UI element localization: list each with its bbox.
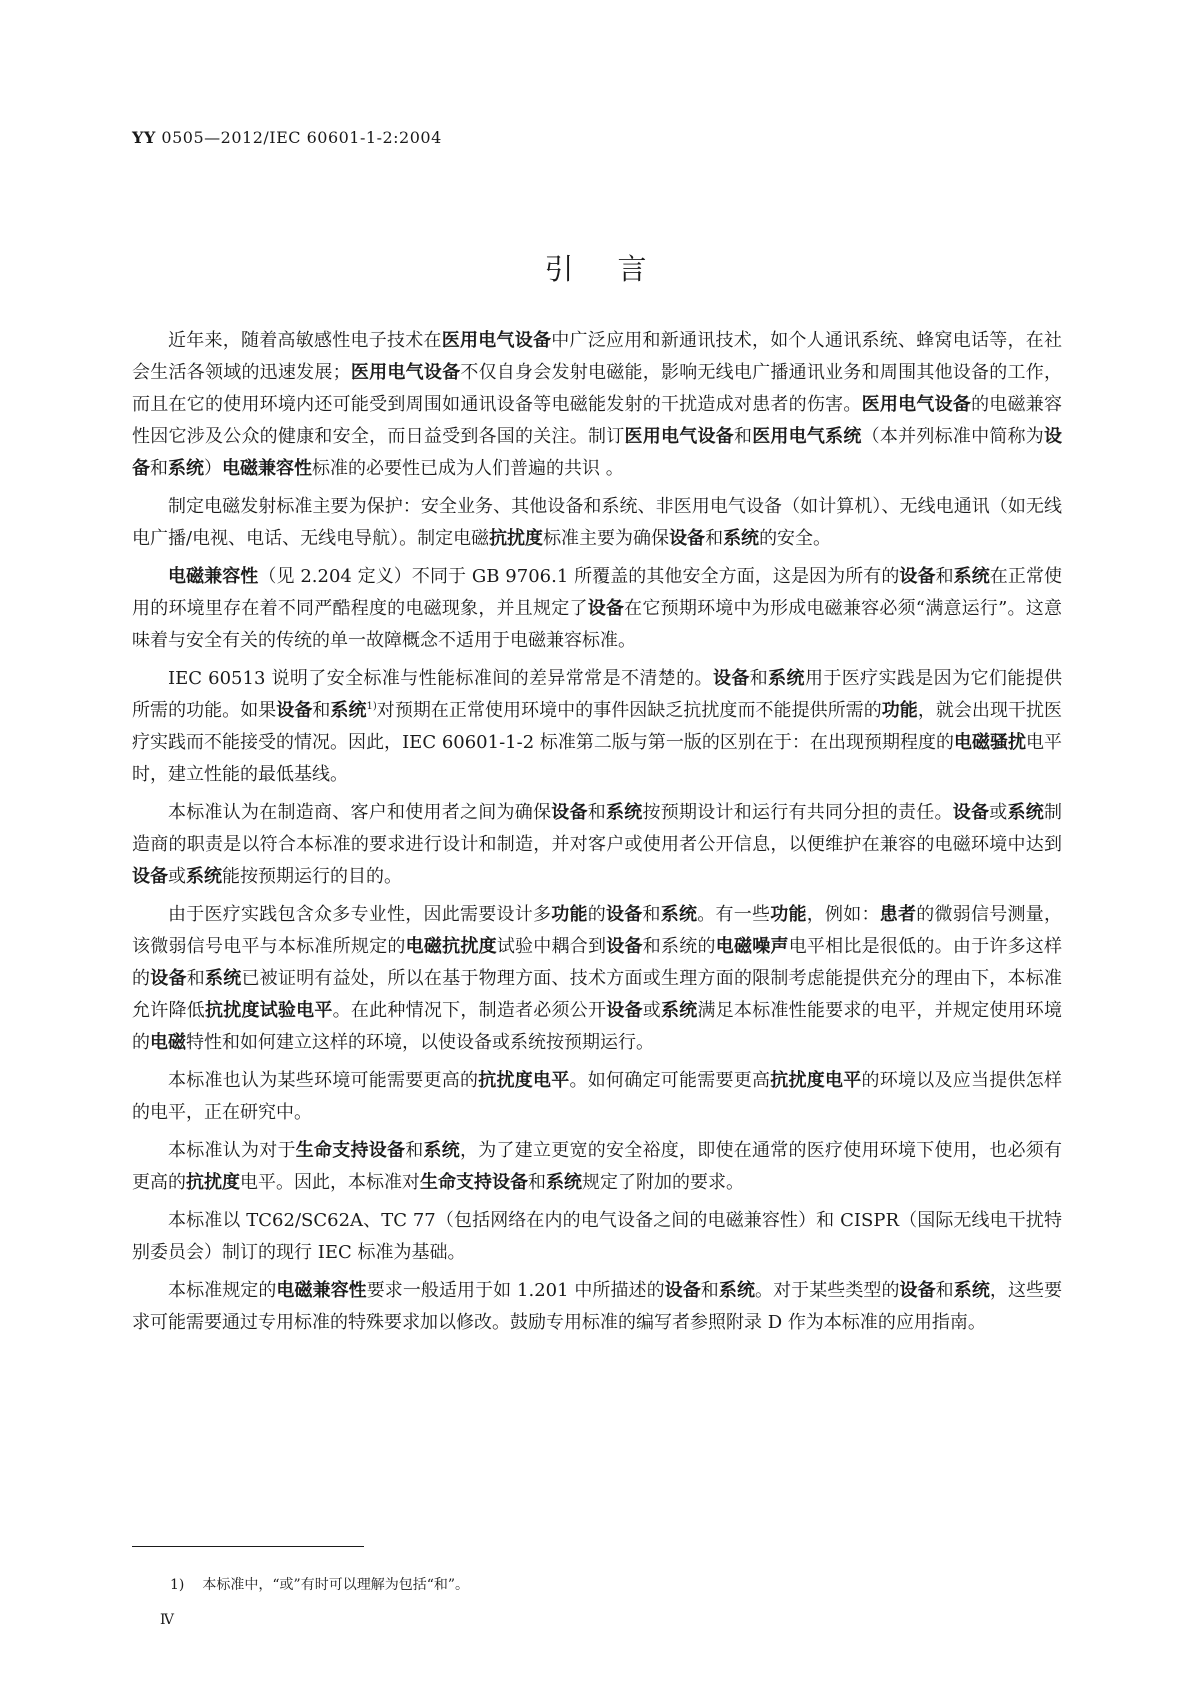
defined-term: 抗扰度电平 xyxy=(478,1070,570,1091)
footnote-marker: 1) xyxy=(170,1577,185,1593)
introduction-body xyxy=(132,325,1062,1345)
text-run: 电平相比是很低的。由于许多这样的 xyxy=(132,936,1063,989)
defined-term: 系统 xyxy=(718,1280,756,1301)
defined-term: 电磁兼容性 xyxy=(168,566,259,587)
text-run: （见 2.204 定义）不同于 GB 9706.1 所覆盖的其他安全方面，这是因为所有的 xyxy=(258,566,900,587)
text-run: 或 xyxy=(989,802,1008,823)
text-run: 和 xyxy=(405,1140,424,1161)
defined-term: 设备 xyxy=(606,904,643,925)
defined-term: 设备 xyxy=(551,802,588,823)
defined-term: 医用电气设备 xyxy=(350,362,461,383)
text-run: 近年来，随着高敏感性电子技术在 xyxy=(168,330,442,351)
text-run: 和 xyxy=(186,968,205,989)
text-run: 能按预期运行的目的。 xyxy=(222,866,402,887)
defined-term: 生命支持设备 xyxy=(295,1140,406,1161)
text-run: 和 xyxy=(700,1280,719,1301)
text-run: 和 xyxy=(935,566,954,587)
text-run: 的 xyxy=(587,904,606,925)
defined-term: 抗扰度 xyxy=(489,528,544,549)
defined-term: 电磁抗扰度 xyxy=(405,936,497,957)
defined-term: 电磁 xyxy=(150,1032,186,1053)
text-run: ） xyxy=(204,458,222,479)
defined-term: 功能 xyxy=(770,904,807,925)
defined-term: 功能 xyxy=(881,700,918,721)
text-run: 用于医疗实践是因为它们能提供所需的功能。如果 xyxy=(132,668,1063,721)
text-run: 或 xyxy=(642,1000,661,1021)
defined-term: 抗扰度试验电平 xyxy=(204,1000,333,1021)
defined-term: 设备 xyxy=(952,802,990,823)
page-number: Ⅳ xyxy=(160,1612,174,1628)
text-run: 本标准也认为某些环境可能需要更高的 xyxy=(168,1070,479,1091)
text-run: IEC 60513 说明了安全标准与性能标准间的差异常常是不清楚的。 xyxy=(168,668,713,689)
text-run: 和 xyxy=(749,668,769,689)
defined-term: 设备 xyxy=(606,936,643,957)
text-run: 本标准认为对于 xyxy=(168,1140,296,1161)
defined-term: 设备 xyxy=(132,866,168,887)
defined-term: 医用电气设备 xyxy=(861,394,972,415)
text-run: 和 xyxy=(733,426,753,447)
defined-term: 系统 xyxy=(661,1000,698,1021)
defined-term: 医用电气设备 xyxy=(441,330,552,351)
text-run: 和 xyxy=(528,1172,546,1193)
text-run: （本并列标准中简称为 xyxy=(861,426,1045,447)
paragraph xyxy=(132,325,1062,485)
text-run: 不仅自身会发射电磁能，影响无线电广播通讯业务和周围其他设备的工作，而且在它的使用环境内还可能受到周围如通讯设备等电磁能发射的干扰造成对患者的伤害。 xyxy=(132,362,1063,415)
defined-term: 电磁噪声 xyxy=(715,936,789,957)
paragraph xyxy=(132,1205,1062,1269)
text-run: 或 xyxy=(168,866,186,887)
text-run: 的安全。 xyxy=(759,528,832,549)
defined-term: 系统 xyxy=(168,458,204,479)
defined-term: 设备 xyxy=(664,1280,701,1301)
defined-term: 电磁兼容性 xyxy=(276,1280,367,1301)
text-run: 和 xyxy=(705,528,724,549)
text-run: 要求一般适用于如 1.201 中所描述的 xyxy=(366,1280,665,1301)
text-run: 制造商的职责是以符合本标准的要求进行设计和制造，并对客户或使用者公开信息，以便维护在兼容的电磁环境中达到 xyxy=(132,802,1062,855)
defined-term: 患者 xyxy=(879,904,917,925)
text-run: 已被证明有益处，所以在基于物理方面、技术方面或生理方面的限制考虑能提供充分的理由下，本标准允许降低 xyxy=(132,968,1063,1021)
defined-term: 抗扰度 xyxy=(186,1172,240,1193)
defined-term: 抗扰度电平 xyxy=(770,1070,862,1091)
paragraph xyxy=(132,1275,1062,1339)
defined-term: 系统 xyxy=(1007,802,1044,823)
footnote-divider xyxy=(132,1546,364,1547)
defined-term: 系统 xyxy=(204,968,242,989)
text-run: 标准的必要性已成为人们普遍的共识 。 xyxy=(312,458,624,479)
defined-term: 设备 xyxy=(606,1000,643,1021)
defined-term: 设备 xyxy=(132,426,1063,479)
defined-term: 设备 xyxy=(899,1280,936,1301)
text-run: 标准主要为确保 xyxy=(543,528,670,549)
text-run: 的电磁兼容性因它涉及公众的健康和安全，而日益受到各国的关注。制订 xyxy=(132,394,1063,447)
defined-term: 系统 xyxy=(768,668,805,689)
standard-id: 0505—2012/IEC 60601-1-2:2004 xyxy=(155,128,442,147)
text-run: ，就会出现干扰医疗实践而不能接受的情况。因此，IEC 60601-1-2 标准第二版与第一版的区别在于：在出现预期程度的 xyxy=(132,700,1063,753)
defined-term: 医用电气系统 xyxy=(752,426,862,447)
text-run: 和 xyxy=(150,458,168,479)
footnote xyxy=(170,1574,469,1594)
defined-term: 功能 xyxy=(551,904,588,925)
text-run: 按预期设计和运行有共同分担的责任。 xyxy=(642,802,953,823)
text-run: 由于医疗实践包含众多专业性，因此需要设计多 xyxy=(168,904,552,925)
defined-term: 设备 xyxy=(712,668,750,689)
defined-term: 医用电气设备 xyxy=(624,426,734,447)
paragraph xyxy=(132,561,1062,657)
text-run: ，这些要求可能需要通过专用标准的特殊要求加以修改。鼓励专用标准的编写者参照附录 D 作为本标准的应用指南。 xyxy=(132,1280,1063,1333)
text-run: ，为了建立更宽的安全裕度，即使在通常的医疗使用环境下使用，也必须有更高的 xyxy=(132,1140,1062,1193)
text-run: 中广泛应用和新通讯技术，如个人通讯系统、蜂窝电话等，在社会生活各领域的迅速发展； xyxy=(132,330,1062,383)
text-run: 和 xyxy=(312,700,331,721)
text-run: 。在此种情况下，制造者必须公开 xyxy=(332,1000,607,1021)
defined-term: 系统 xyxy=(953,1280,990,1301)
paragraph xyxy=(132,797,1062,893)
text-run: 的微弱信号测量，该微弱信号电平与本标准所规定的 xyxy=(132,904,1062,957)
text-run: 制定电磁发射标准主要为保护：安全业务、其他设备和系统、非医用电气设备（如计算机）、无线电通讯（如无线电广播/电视、电话、无线电导航）。制定电磁 xyxy=(132,496,1062,549)
text-run: 规定了附加的要求。 xyxy=(582,1172,744,1193)
defined-term: 系统 xyxy=(606,802,643,823)
text-run: 满足本标准性能要求的电平，并规定使用环境的 xyxy=(132,1000,1063,1053)
text-run: 和 xyxy=(642,904,661,925)
paragraph xyxy=(132,1065,1062,1129)
text-run: 试验中耦合到 xyxy=(496,936,607,957)
footnote-reference: 1) xyxy=(366,701,377,712)
defined-term: 生命支持设备 xyxy=(420,1172,528,1193)
text-run: 本标准认为在制造商、客户和使用者之间为确保 xyxy=(168,802,552,823)
text-run: 对预期在正常使用环境中的事件因缺乏抗扰度而不能提供所需的 xyxy=(376,700,882,721)
defined-term: 设备 xyxy=(587,598,625,619)
defined-term: 电磁兼容性 xyxy=(222,458,312,479)
text-run: 和 xyxy=(935,1280,954,1301)
defined-term: 系统 xyxy=(546,1172,582,1193)
text-run: 的环境以及应当提供怎样的电平，正在研究中。 xyxy=(132,1070,1062,1123)
defined-term: 系统 xyxy=(186,866,222,887)
defined-term: 设备 xyxy=(150,968,187,989)
defined-term: 系统 xyxy=(423,1140,460,1161)
text-run: 。对于某些类型的 xyxy=(755,1280,900,1301)
text-run: 在正常使用的环境里存在着不同严酷程度的电磁现象，并且规定了 xyxy=(132,566,1063,619)
paragraph xyxy=(132,491,1062,555)
text-run: 电平。因此，本标准对 xyxy=(240,1172,420,1193)
defined-term: 系统 xyxy=(953,566,990,587)
text-run: 。有一些 xyxy=(697,904,771,925)
paragraph xyxy=(132,663,1062,791)
defined-term: 设备 xyxy=(899,566,936,587)
text-run: 本标准规定的 xyxy=(168,1280,277,1301)
text-run: 。如何确定可能需要更高 xyxy=(569,1070,771,1091)
text-run: 和 xyxy=(587,802,606,823)
defined-term: 系统 xyxy=(660,904,698,925)
text-run: 电平时，建立性能的最低基线。 xyxy=(132,732,1063,785)
text-run: 和系统的 xyxy=(642,936,716,957)
paragraph xyxy=(132,1135,1062,1199)
paragraph xyxy=(132,899,1062,1059)
text-run: 在它预期环境中为形成电磁兼容必须“满意运行”。这意味着与安全有关的传统的单一故障概念不适用于电磁兼容标准。 xyxy=(132,598,1063,651)
defined-term: 设备 xyxy=(276,700,313,721)
text-run: ，例如： xyxy=(806,904,880,925)
defined-term: 电磁骚扰 xyxy=(953,732,1027,753)
standard-header xyxy=(132,128,442,147)
defined-term: 设备 xyxy=(669,528,706,549)
text-run: 本标准以 TC62/SC62A、TC 77（包括网络在内的电气设备之间的电磁兼容性）和 CISPR（国际无线电干扰特别委员会）制订的现行 IEC 标准为基础。 xyxy=(132,1210,1062,1263)
standard-prefix: YY xyxy=(132,128,156,147)
section-title: 引言 xyxy=(544,252,691,287)
defined-term: 系统 xyxy=(723,528,760,549)
defined-term: 系统 xyxy=(330,700,367,721)
footnote-text: 本标准中，“或”有时可以理解为包括“和”。 xyxy=(202,1577,470,1593)
text-run: 特性和如何建立这样的环境，以使设备或系统按预期运行。 xyxy=(186,1032,654,1053)
